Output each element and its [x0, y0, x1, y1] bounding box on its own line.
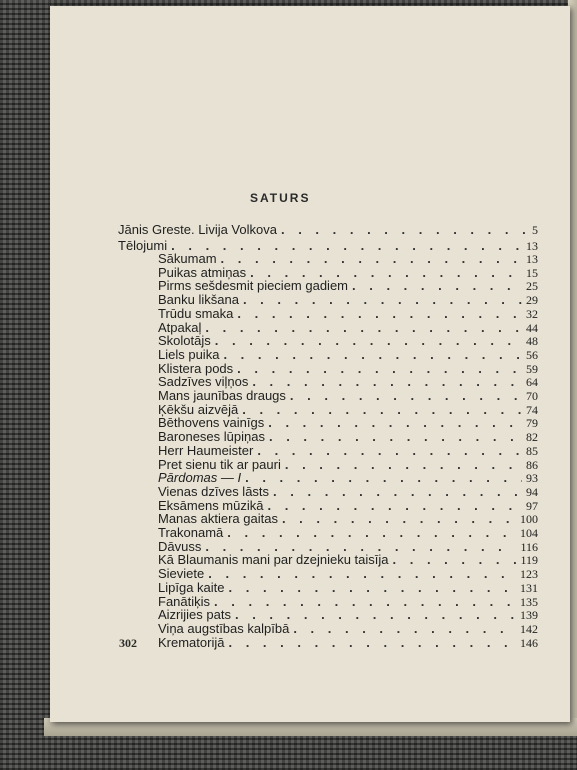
toc-entry-title: Aizrijies pats — [158, 607, 231, 623]
toc-entry-page: 44 — [526, 320, 538, 335]
toc-entry-page: 59 — [526, 361, 538, 376]
toc-entry-title: Krematorijā — [158, 634, 225, 650]
toc-entry-page: 131 — [520, 580, 538, 595]
toc-entry-title: Atpakaļ — [158, 319, 202, 335]
toc-entry-title: Jānis Greste. Livija Volkova — [118, 222, 277, 237]
page-number: 302 — [119, 636, 137, 650]
toc-entry-title: Ķēkšu aizvējā — [158, 401, 239, 417]
toc-entry-title: Sieviete — [158, 566, 205, 582]
toc-entry-title: Manas aktiera gaitas — [158, 511, 278, 527]
toc-entry-title: Dāvuss — [158, 538, 202, 554]
toc-entry-page: 97 — [526, 498, 538, 513]
toc-entry-title: Liels puika — [158, 346, 220, 362]
toc-entry-page: 94 — [526, 484, 538, 499]
toc-entry-title: Fanātiķis — [158, 593, 211, 609]
toc-entry-page: 74 — [526, 402, 538, 417]
toc-entry-page: 15 — [526, 265, 538, 280]
toc-entry-page: 64 — [526, 375, 538, 390]
toc-entry-title: Kā Blaumanis mani par dzejnieku taisīja — [158, 552, 389, 568]
toc-entry-title: Vienas dzīves lāsts — [158, 483, 270, 499]
toc-entry-title: Lipīga kaite — [158, 579, 225, 595]
toc-entry-title: Tēlojumi — [118, 238, 168, 253]
toc-entry-title: Viņa augstības kalpībā — [158, 620, 290, 636]
dot-leader — [281, 222, 528, 237]
toc-entry-page: 123 — [520, 567, 538, 582]
toc-entry-title: Herr Haumeister — [158, 442, 254, 458]
toc-entry-page: 5 — [532, 223, 538, 237]
toc-entry-page: 56 — [526, 347, 538, 362]
toc-entry-page: 146 — [520, 635, 538, 650]
toc-entry-title: Klistera pods — [158, 360, 234, 376]
toc-entry-page: 135 — [520, 594, 538, 609]
toc-entry-page: 104 — [520, 526, 538, 540]
toc-entry-page: 32 — [526, 306, 538, 321]
toc-heading: SATURS — [250, 191, 311, 205]
toc-entry-title: Bēthovens vainīgs — [158, 415, 265, 431]
toc-entry-title: Sadzīves viļņos — [158, 374, 249, 390]
toc-entry-title: Puikas atmiņas — [158, 264, 247, 280]
toc-entry-title: Sākumam — [158, 251, 217, 266]
toc-entry-page: 29 — [526, 293, 538, 308]
toc-entry-title: Skolotājs — [158, 333, 211, 349]
toc-entry-page: 82 — [526, 430, 538, 445]
toc-entry-title: Banku likšana — [158, 292, 239, 308]
toc-entry-page: 139 — [520, 608, 538, 623]
toc-entry-page: 100 — [520, 512, 538, 527]
toc-entry-title: Baroneses lūpiņas — [158, 429, 265, 445]
toc-entry-page: 93 — [526, 471, 538, 486]
toc-entry-title: Eksāmens mūzikā — [158, 497, 264, 513]
toc-entry-title: Pārdomas — I — [158, 470, 242, 486]
toc-entry-page: 70 — [526, 389, 538, 403]
toc-entry-page: 48 — [526, 334, 538, 349]
toc-entry-page: 119 — [520, 553, 538, 568]
toc-entry-page: 86 — [526, 457, 538, 472]
toc-entry-page: 13 — [526, 239, 538, 253]
toc-entry-title: Trūdu smaka — [158, 305, 234, 321]
toc-entry-title: Pret sienu tik ar pauri — [158, 456, 281, 472]
toc-entry-title: Mans jaunības draugs — [158, 388, 286, 403]
toc-entry-title: Pirms sešdesmit pieciem gadiem — [158, 278, 349, 294]
toc-entry-page: 25 — [526, 279, 538, 294]
toc-entry-page: 79 — [526, 416, 538, 431]
toc-entry — [158, 635, 538, 651]
toc-entry — [118, 222, 538, 238]
toc-entry-page: 85 — [526, 443, 538, 458]
toc-entry-page: 142 — [520, 621, 538, 636]
dot-leader — [228, 635, 516, 650]
toc-entry-page: 116 — [520, 539, 538, 554]
toc-entry-page: 13 — [526, 252, 538, 266]
toc-entry-title: Trakonamā — [158, 525, 224, 540]
